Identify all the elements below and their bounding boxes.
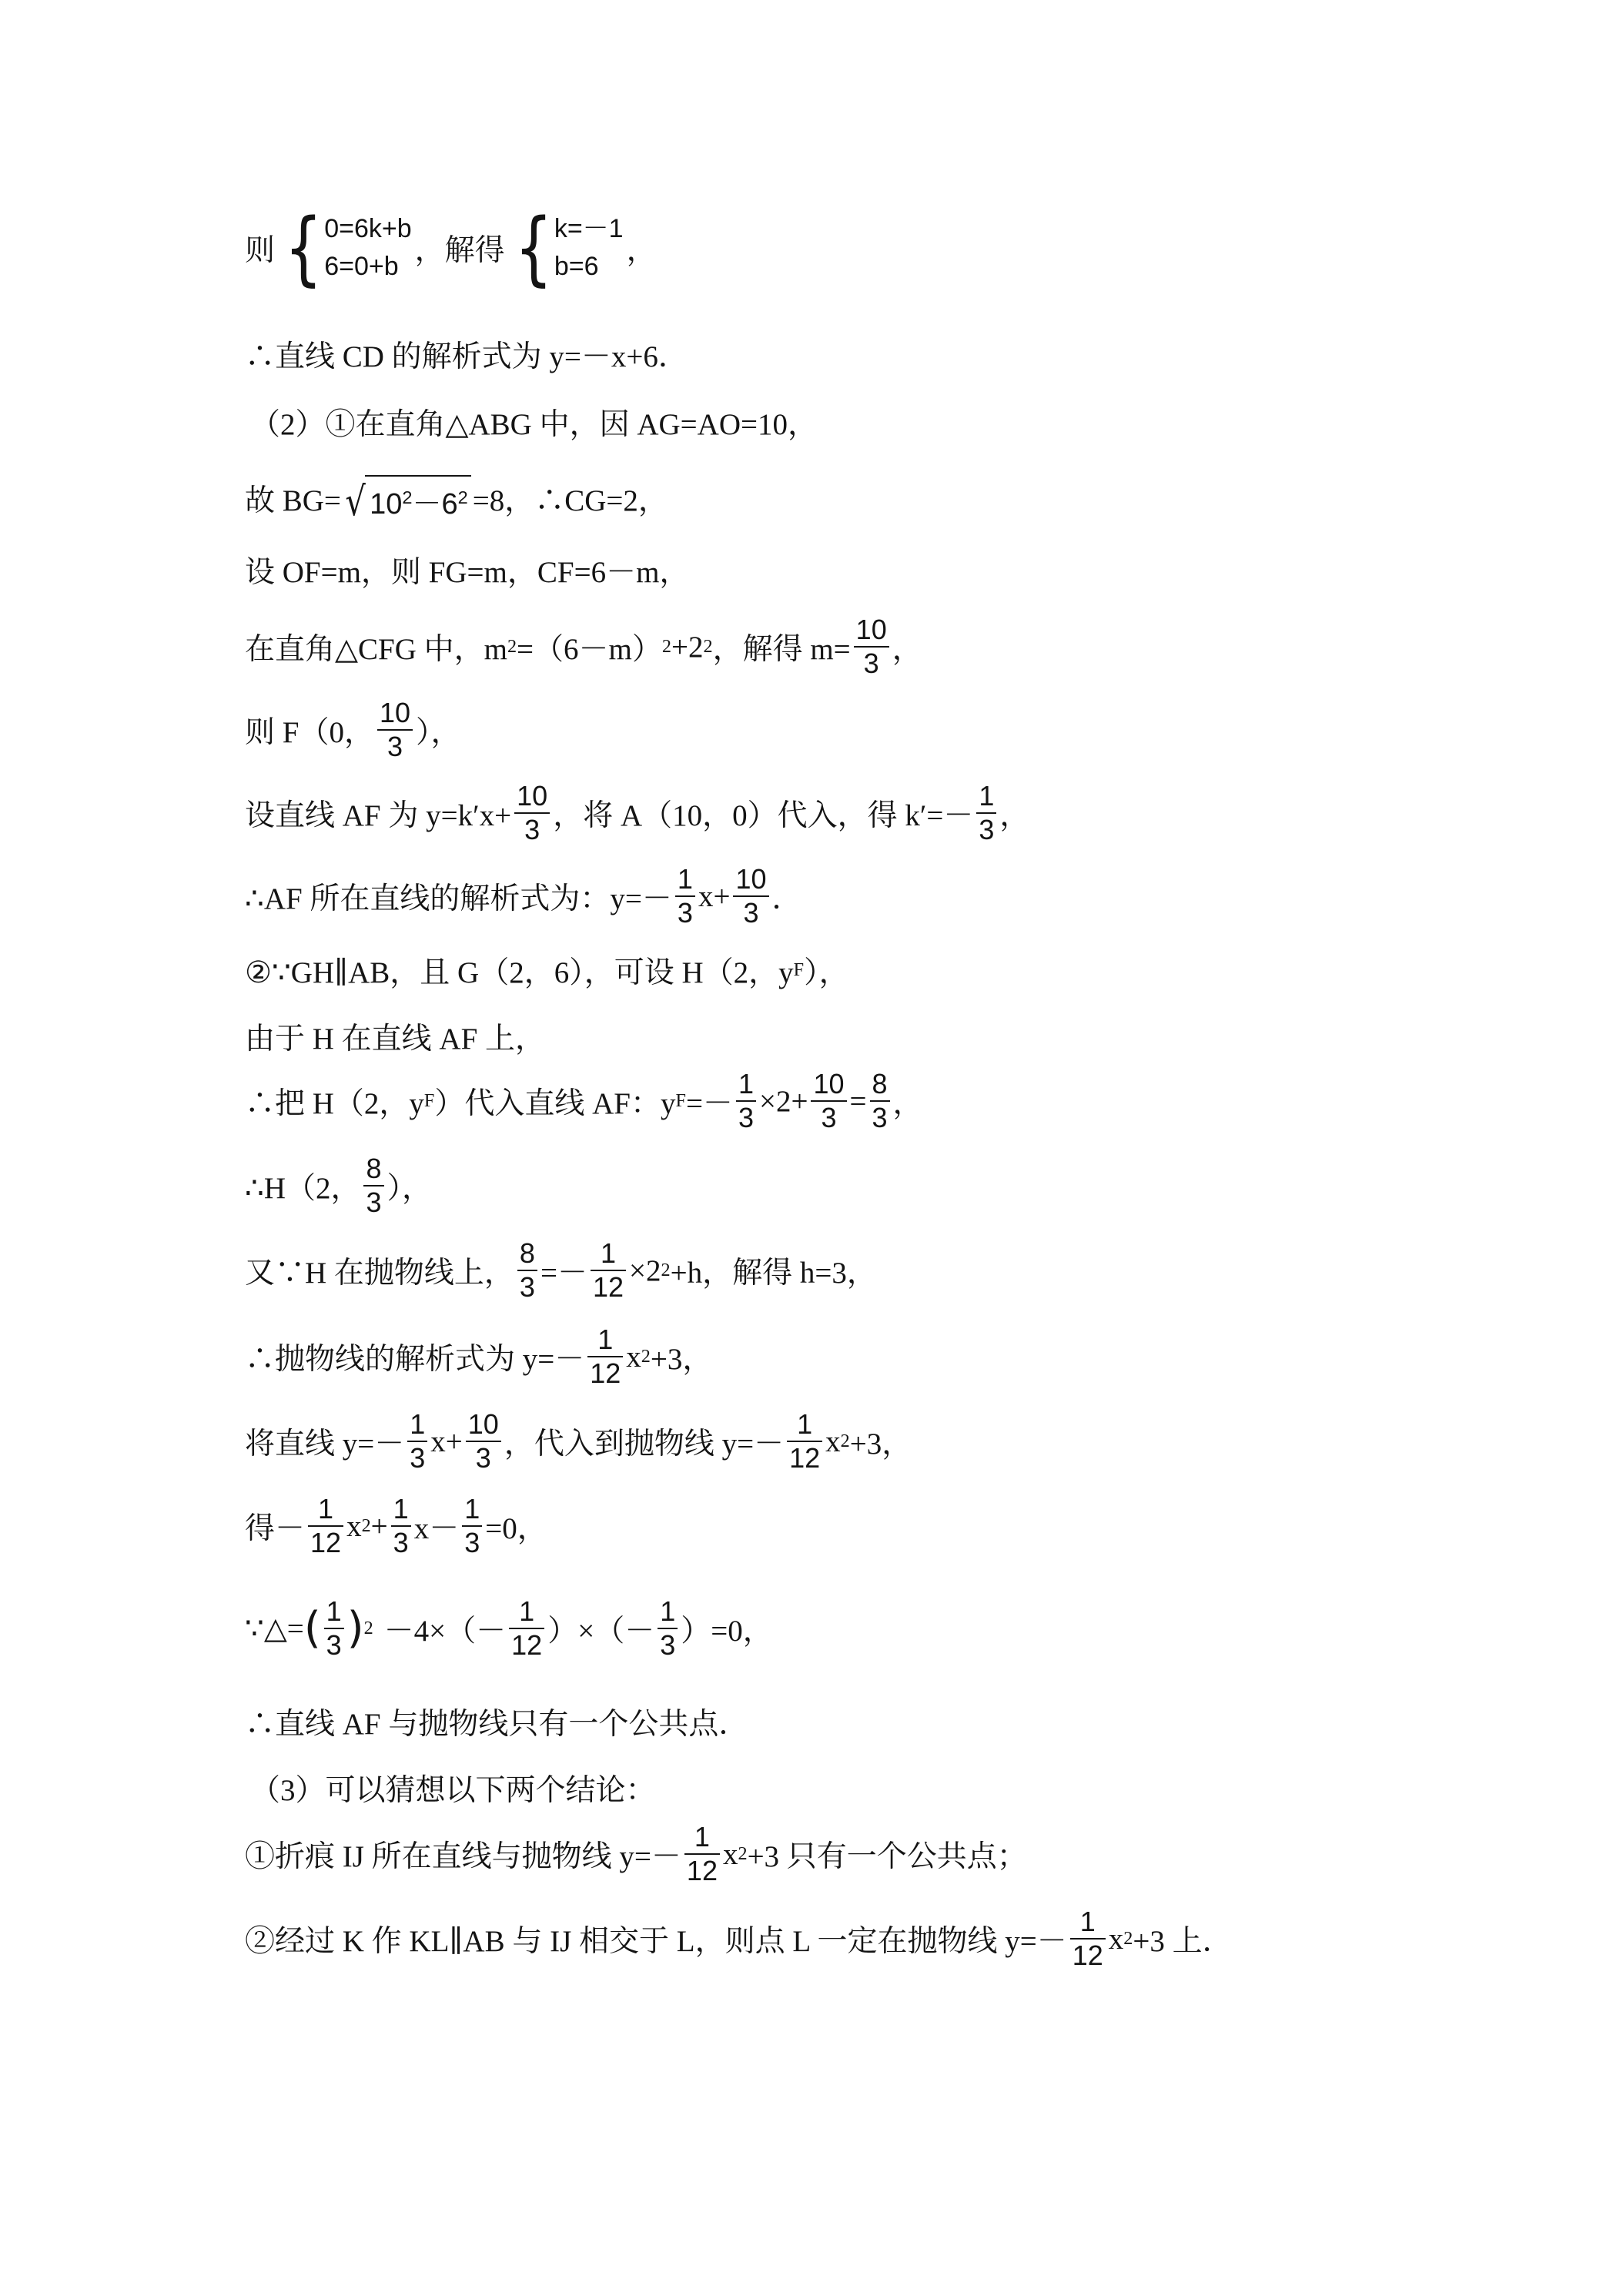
- text: ②∵GH∥AB，且 G（2，6），可设 H（2，y: [245, 956, 794, 989]
- line-point-f: [245, 691, 461, 768]
- denominator: 12: [592, 1271, 624, 1303]
- text: ，解得: [414, 234, 505, 267]
- numerator: 1: [979, 780, 995, 812]
- equation-row: 6=0+b: [324, 252, 399, 281]
- denominator: 3: [366, 1186, 382, 1218]
- text: x: [1108, 1922, 1124, 1956]
- denominator: 12: [789, 1442, 821, 1474]
- fraction: [976, 782, 996, 845]
- equation-row: b=6: [554, 252, 599, 281]
- text: +3 上．: [1133, 1925, 1233, 1958]
- text: =－: [540, 1257, 587, 1290]
- text: =0，: [485, 1512, 547, 1545]
- text: 设直线 AF 为 y=k′x+: [245, 799, 512, 832]
- denominator: 3: [326, 1629, 342, 1661]
- fraction: [675, 865, 695, 928]
- text: x: [825, 1424, 841, 1458]
- numerator: 1: [393, 1493, 409, 1525]
- numerator: 10: [735, 863, 767, 895]
- text: ，: [892, 1087, 923, 1120]
- text: +h，解得 h=3，: [670, 1257, 877, 1290]
- line-substitute-h: ∴把 H（2，y F ）代入直线 AF：y F =－ $\frac{1}{3}$ ×2+ $\frac{10}{3}$ = $\frac{8}{3}$ ，: [245, 1068, 923, 1133]
- numerator: 8: [872, 1068, 888, 1100]
- denominator: 12: [686, 1855, 718, 1886]
- numerator: 1: [600, 1237, 616, 1270]
- text: ②经过 K 作 KL∥AB 与 IJ 相交于 L，则点 L 一定在抛物线 y=－: [245, 1925, 1067, 1958]
- line-system-equations: [245, 201, 657, 295]
- text: +2: [671, 630, 704, 664]
- text: ，: [999, 799, 1030, 832]
- fraction: [509, 1597, 544, 1660]
- fraction: [514, 782, 550, 845]
- text: 在直角△CFG 中，m: [245, 633, 507, 666]
- text: （3）可以猜想以下两个结论：: [250, 1774, 656, 1807]
- line-guess-1: ①折痕 IJ 所在直线与抛物线 y=－ $\frac{1}{12}$ x 2 +3 只有一个公共点；: [245, 1821, 1027, 1886]
- denominator: 3: [387, 731, 403, 762]
- text: 又∵H 在抛物线上，: [245, 1257, 514, 1290]
- denominator: 3: [660, 1629, 676, 1661]
- line-h-on-af: [245, 1015, 545, 1058]
- text: x: [346, 1509, 362, 1543]
- fraction: [787, 1410, 822, 1473]
- numerator: 1: [1079, 1906, 1096, 1938]
- text: x+: [430, 1424, 463, 1458]
- text: ），: [387, 1172, 433, 1205]
- text: ），: [804, 956, 849, 989]
- text: x: [722, 1837, 738, 1871]
- denominator: 3: [519, 1271, 535, 1303]
- fraction: [736, 1069, 756, 1133]
- fraction: [870, 1069, 890, 1133]
- text: 设 OF=m，则 FG=m，CF=6－m，: [245, 556, 690, 589]
- text: ×2+: [758, 1084, 808, 1118]
- denominator: 12: [310, 1527, 342, 1558]
- text: ，解得 m=: [712, 633, 851, 666]
- text: ∵△=: [245, 1612, 304, 1645]
- line-gh-parallel: ②∵GH∥AB，且 G（2，6），可设 H（2，y F ），: [245, 949, 849, 992]
- fraction: [811, 1069, 846, 1133]
- denominator: 3: [738, 1102, 754, 1133]
- text: ①折痕 IJ 所在直线与抛物线 y=－: [245, 1840, 681, 1873]
- denominator: 3: [821, 1102, 837, 1133]
- text: +3 只有一个公共点；: [747, 1840, 1027, 1873]
- fraction: [684, 1822, 720, 1886]
- fraction: [407, 1410, 427, 1473]
- fraction: [854, 615, 889, 678]
- fraction: [466, 1410, 501, 1473]
- numerator: 1: [738, 1068, 754, 1100]
- text: ×2: [629, 1253, 661, 1287]
- numerator: 1: [464, 1493, 480, 1525]
- text: （2）①在直角△ABG 中，因 AG=AO=10，: [250, 408, 818, 441]
- fraction: [391, 1494, 411, 1558]
- line-part2-start: [250, 400, 818, 443]
- text: ∴抛物线的解析式为 y=－: [245, 1343, 585, 1376]
- equation-row: 0=6k+b: [324, 213, 412, 243]
- text: 则 F（0，: [245, 716, 374, 749]
- text: ）=0，: [681, 1615, 773, 1648]
- text: x－: [413, 1512, 460, 1545]
- line-cd-equation: [245, 333, 688, 376]
- fraction: [363, 1154, 383, 1217]
- text: 将直线 y=－: [245, 1427, 405, 1461]
- text: =（6－m）: [517, 633, 662, 666]
- text: ，: [892, 633, 922, 666]
- numerator: 10: [813, 1068, 845, 1100]
- denominator: 3: [475, 1442, 491, 1474]
- right-paren: ): [346, 1603, 364, 1653]
- numerator: 10: [467, 1408, 499, 1441]
- text: +3，: [650, 1343, 713, 1376]
- numerator: 1: [410, 1408, 426, 1441]
- text: x: [626, 1340, 641, 1374]
- numerator: 8: [519, 1237, 535, 1270]
- denominator: 3: [743, 897, 759, 929]
- fraction: [308, 1494, 343, 1558]
- text: =－: [685, 1087, 733, 1120]
- denominator: 12: [511, 1629, 543, 1661]
- denominator: 3: [677, 897, 693, 929]
- text: ．: [771, 882, 802, 915]
- line-set-of: [245, 548, 689, 591]
- line-quadratic: 得－ $\frac{1}{12}$ x 2 + $\frac{1}{3}$ x－ $\frac{1}{3}$ =0，: [245, 1493, 547, 1558]
- text: =8，∴CG=2，: [472, 484, 668, 517]
- text: ）×（－: [547, 1615, 655, 1648]
- line-discriminant: ∵△= ( $\frac{1}{3}$ ) 2 －4×（－ $\frac{1}{12}$ ）×（－ $\frac{1}{3}$ ）=0，: [245, 1595, 773, 1661]
- exponent: 2: [457, 487, 468, 507]
- numerator: 1: [660, 1595, 676, 1628]
- text: －4×（－: [383, 1615, 507, 1648]
- fraction: [591, 1239, 626, 1302]
- numerator: 10: [379, 697, 410, 729]
- denominator: 12: [1072, 1940, 1103, 1971]
- denominator: 3: [979, 814, 995, 845]
- numerator: 1: [797, 1408, 813, 1441]
- text: 由于 H 在直线 AF 上，: [245, 1022, 546, 1056]
- text: ∴直线 AF 与抛物线只有一个公共点．: [245, 1708, 749, 1741]
- line-conclusion-1: [245, 1700, 748, 1743]
- line-cfg-equation: 在直角△CFG 中，m 2 =（6－m） 2 +2 2 ，解得 m= $\frac{10}{3}$ ，: [245, 614, 922, 679]
- fraction: [462, 1494, 482, 1558]
- text: 得－: [245, 1512, 306, 1545]
- numerator: 1: [677, 863, 693, 895]
- text: 则: [245, 234, 276, 267]
- numerator: 10: [517, 780, 548, 812]
- radicand-part: －6: [412, 487, 458, 520]
- denominator: 3: [464, 1527, 480, 1558]
- fraction: [733, 865, 768, 928]
- denominator: 3: [393, 1527, 409, 1558]
- text: ∴直线 CD 的解析式为 y=－x+6．: [245, 340, 688, 373]
- fraction: [377, 698, 413, 761]
- numerator: 1: [597, 1324, 614, 1356]
- text: ），: [416, 716, 461, 749]
- text: ）代入直线 AF：y: [434, 1087, 676, 1120]
- line-part3-start: [250, 1766, 656, 1809]
- fraction: [658, 1597, 678, 1660]
- radicand-part: 10: [370, 487, 403, 520]
- numerator: 1: [326, 1595, 342, 1628]
- text: +3，: [849, 1427, 912, 1461]
- denominator: 3: [410, 1442, 426, 1474]
- numerator: 10: [855, 614, 887, 646]
- line-parabola-equation: ∴抛物线的解析式为 y=－ $\frac{1}{12}$ x 2 +3，: [245, 1324, 713, 1389]
- text: ，代入到抛物线 y=－: [504, 1427, 785, 1461]
- text: ，将 A（10，0）代入，得 k′=－: [553, 799, 974, 832]
- numerator: 1: [519, 1595, 535, 1628]
- line-substitute-line: 将直线 y=－ $\frac{1}{3}$ x+ $\frac{10}{3}$ ，代入到抛物线 y=－ $\frac{1}{12}$ x 2 +3，: [245, 1408, 912, 1474]
- numerator: 1: [694, 1821, 710, 1853]
- fraction: [324, 1597, 344, 1660]
- text: ∴把 H（2，y: [245, 1087, 424, 1120]
- fraction: [1070, 1907, 1106, 1970]
- line-af-equation: [245, 858, 802, 935]
- fraction: [587, 1325, 623, 1388]
- line-guess-2: ②经过 K 作 KL∥AB 与 IJ 相交于 L，则点 L 一定在抛物线 y=－ $\frac{1}{12}$ x 2 +3 上．: [245, 1906, 1233, 1971]
- text: =: [849, 1084, 867, 1118]
- line-point-h: [245, 1147, 432, 1224]
- solution-system: { k=－1 b=6: [514, 201, 624, 295]
- text: 故 BG=: [245, 484, 341, 517]
- left-paren: (: [303, 1603, 321, 1653]
- numerator: 1: [318, 1493, 334, 1525]
- text: ，: [626, 234, 657, 267]
- numerator: 8: [366, 1153, 382, 1185]
- text: ∴H（2，: [245, 1172, 361, 1205]
- denominator: 12: [590, 1357, 621, 1389]
- square-root: √ $10^2-6^2$: [343, 475, 471, 522]
- line-af-setup: [245, 775, 1029, 852]
- equation-system: { 0=6k+b 6=0+b: [284, 201, 412, 295]
- denominator: 3: [524, 814, 540, 845]
- text: x+: [698, 879, 731, 913]
- text: +: [370, 1509, 388, 1543]
- denominator: 3: [863, 648, 879, 679]
- line-h-on-parabola: 又∵H 在抛物线上， $\frac{8}{3}$ =－ $\frac{1}{12}$ ×2 2 +h，解得 h=3，: [245, 1237, 877, 1303]
- denominator: 3: [872, 1102, 888, 1133]
- fraction: [517, 1239, 537, 1302]
- text: ∴AF 所在直线的解析式为：y=－: [245, 882, 672, 915]
- line-bg-sqrt: [245, 471, 668, 525]
- exponent: 2: [402, 487, 413, 507]
- equation-row: k=－1: [554, 213, 624, 243]
